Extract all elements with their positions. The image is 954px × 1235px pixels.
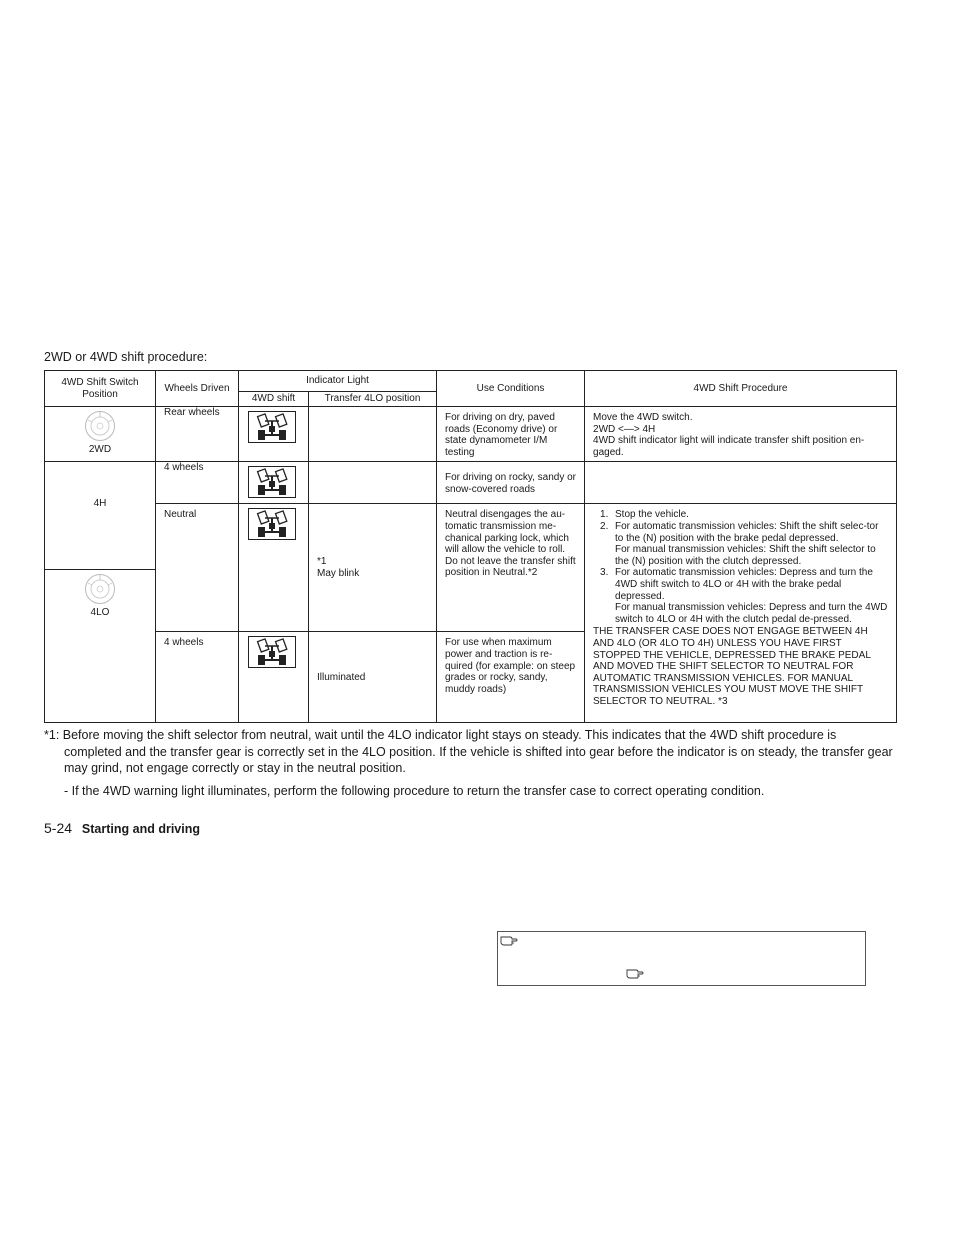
procedure-warning: THE TRANSFER CASE DOES NOT ENGAGE BETWEEN 4H AND 4LO (OR 4LO TO 4H) UNLESS YOU HAVE FIRST STOPPED THE VEHICLE, DEPRESSED THE BRAKE PEDAL AND MOVED THE SHIFT SELECTOR TO NEUTRAL FOR AUTOMATIC TRANSMISSION VEHICLES. FOR MANUAL TRANSMISSION VEHICLES YOU MUST MOVE THE SHIFT SELECTOR TO NEUTRAL. *3 (593, 626, 871, 707)
transfer-cell: Illuminated (309, 632, 437, 723)
procedure-steps (593, 509, 888, 625)
procedure-step: 1. Stop the vehicle. (600, 509, 689, 521)
wheels-cell: Rear wheels (156, 407, 239, 462)
use-cell: For driving on dry, paved roads (Economy drive) or state dynamometer I/M testing (437, 407, 585, 462)
position-label-2wd: 2WD (88, 444, 112, 455)
table-row (45, 462, 897, 504)
transfer-status: May blink (317, 567, 360, 579)
wheels-cell: 4 wheels (156, 632, 239, 723)
footnote-1: *1: Before moving the shift selector from neutral, wait until the 4LO indicator light stays on steady. This indicates that the 4WD shift procedure is completed and the transfer gear is correctly set in the 4LO position. If the vehicle is shifted into gear before the indicator is on steady, the transfer gear may grind, not engage correctly or stay in the neutral position. (44, 728, 893, 775)
indicator-cell (239, 462, 309, 504)
4wd-vehicle-icon (248, 411, 296, 443)
shift-switch-dial-icon (84, 573, 116, 605)
position-label-4lo: 4LO (90, 607, 110, 619)
footnote-2: - If the 4WD warning light illuminates, perform the following procedure to return the transfer case to correct operating condition. (64, 783, 765, 798)
header-indicator: Indicator Light (239, 371, 437, 392)
page-footer (44, 820, 200, 836)
use-cell: Neutral disengages the au-tomatic transmission me-chanical parking lock, which will allow the vehicle to roll. Do not leave the transfer shift position in Neutral.*2 (437, 504, 585, 632)
transfer-cell (309, 407, 437, 462)
header-indicator-4wd: 4WD shift (239, 392, 309, 407)
header-wheels: Wheels Driven (156, 371, 239, 407)
use-cell: For driving on rocky, sandy or snow-covered roads (437, 462, 585, 504)
section-title: Starting and driving (81, 822, 200, 836)
position-label-4h: 4H (93, 498, 107, 510)
position-cell-4lo (45, 570, 156, 723)
shift-switch-dial-icon (84, 410, 116, 442)
footnotes (44, 727, 897, 799)
wheels-cell: Neutral (156, 504, 239, 632)
indicator-cell (239, 632, 309, 723)
procedure-step: 2. For automatic transmission vehicles: Shift the shift selec-tor to the (N) position with the brake pedal depressed. For manual transmission vehicles: Shift the shift selector to the (N) position with the clutch depressed. (600, 520, 879, 567)
4wd-vehicle-icon (248, 466, 296, 498)
table-row (45, 407, 897, 462)
use-cell: For use when maximum power and traction is re-quired (for example: on steep grades or rocky, sandy, muddy roads) (437, 632, 585, 723)
transfer-cell (309, 462, 437, 504)
indicator-cell (239, 504, 309, 632)
procedure-line: 4WD shift indicator light will indicate transfer shift position en-gaged. (593, 435, 865, 458)
4wd-vehicle-icon (248, 508, 296, 540)
transfer-cell (309, 504, 437, 632)
header-position: 4WD Shift Switch Position (45, 371, 156, 407)
header-indicator-4lo: Transfer 4LO position (309, 392, 437, 407)
pointing-hand-icon (500, 934, 518, 946)
indicator-cell (239, 407, 309, 462)
header-use: Use Conditions (437, 371, 585, 407)
table-intro: 2WD or 4WD shift procedure: (44, 350, 208, 364)
page-number: 5-24 (44, 820, 73, 836)
position-cell-2wd (45, 407, 156, 462)
shift-procedure-table (44, 370, 897, 723)
procedure-line: 2WD <—> 4H (593, 423, 656, 435)
position-cell-4h (45, 462, 156, 570)
procedure-step: 3. For automatic transmission vehicles: Depress and turn the 4WD shift switch to 4LO or 4H with the brake pedal depressed. For manual transmission vehicles: Depress and turn the 4WD switch to 4LO or 4H with the clutch pedal de-pressed. (600, 567, 888, 625)
4wd-vehicle-icon (248, 636, 296, 668)
reference-box (497, 931, 866, 986)
procedure-cell-steps (585, 504, 897, 723)
procedure-cell-2wd (585, 407, 897, 462)
wheels-cell: 4 wheels (156, 462, 239, 504)
transfer-note: *1 (317, 556, 327, 568)
table-row (45, 504, 897, 570)
procedure-cell-empty (585, 462, 897, 504)
pointing-hand-icon (626, 967, 644, 979)
procedure-line: Move the 4WD switch. (593, 412, 693, 423)
header-procedure: 4WD Shift Procedure (585, 371, 897, 407)
